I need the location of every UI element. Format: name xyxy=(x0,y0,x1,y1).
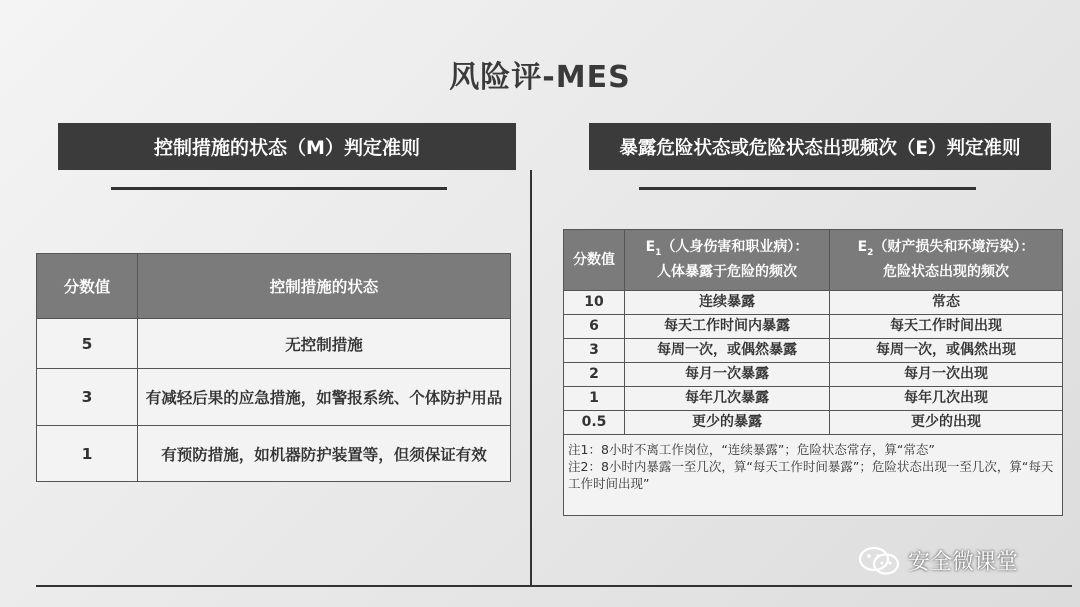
watermark-text: 安全微课堂 xyxy=(908,550,1019,575)
score-cell: 0.5 xyxy=(564,411,625,435)
column-header-score: 分数值 xyxy=(564,230,625,291)
e1-cell: 连续暴露 xyxy=(625,291,830,315)
e2-subscript: 2 xyxy=(867,247,874,258)
note-1: 注1：8小时不离工作岗位，“连续暴露”；危险状态常存，算“常态” xyxy=(568,442,935,457)
column-header-e1 xyxy=(625,230,830,291)
notes-cell xyxy=(564,435,1063,516)
state-cell: 无控制措施 xyxy=(138,319,511,369)
e1-cell: 每月一次暴露 xyxy=(625,363,830,387)
e1-line2: 人体暴露于危险的频次 xyxy=(657,263,797,280)
column-header-state: 控制措施的状态 xyxy=(138,254,511,319)
vertical-divider xyxy=(530,170,532,586)
e2-cell: 每天工作时间出现 xyxy=(830,315,1063,339)
table-row xyxy=(564,339,1063,363)
state-cell: 有预防措施，如机器防护装置等，但须保证有效 xyxy=(138,426,511,482)
column-header-score: 分数值 xyxy=(37,254,138,319)
column-header-e2 xyxy=(830,230,1063,291)
e2-cell: 每月一次出现 xyxy=(830,363,1063,387)
table-row xyxy=(564,387,1063,411)
score-cell: 1 xyxy=(37,426,138,482)
m-criteria-header: 控制措施的状态（M）判定准则 xyxy=(58,123,516,170)
score-cell: 3 xyxy=(564,339,625,363)
table-row xyxy=(564,363,1063,387)
score-cell: 10 xyxy=(564,291,625,315)
m-criteria-table xyxy=(36,253,511,482)
e2-cell: 每年几次出现 xyxy=(830,387,1063,411)
e1-line1: （人身伤害和职业病）： xyxy=(661,239,809,256)
e2-letter: E xyxy=(857,239,868,256)
score-cell: 1 xyxy=(564,387,625,411)
e1-cell: 每年几次暴露 xyxy=(625,387,830,411)
e2-line1: （财产损失和环境污染）： xyxy=(873,239,1035,256)
table-row xyxy=(564,411,1063,435)
left-underline xyxy=(111,187,447,190)
note-2: 注2：8小时内暴露一至几次，算“每天工作时间暴露”；危险状态出现一至几次，算“每天工作时间出现” xyxy=(568,459,1054,491)
e1-cell: 更少的暴露 xyxy=(625,411,830,435)
score-cell: 6 xyxy=(564,315,625,339)
state-cell: 有减轻后果的应急措施，如警报系统、个体防护用品 xyxy=(138,369,511,426)
e1-cell: 每天工作时间内暴露 xyxy=(625,315,830,339)
table-row xyxy=(564,291,1063,315)
e1-cell: 每周一次，或偶然暴露 xyxy=(625,339,830,363)
table-row xyxy=(37,369,511,426)
table-header-row xyxy=(37,254,511,319)
score-cell: 5 xyxy=(37,319,138,369)
e2-cell: 常态 xyxy=(830,291,1063,315)
table-row xyxy=(37,426,511,482)
notes-row xyxy=(564,435,1063,516)
score-cell: 2 xyxy=(564,363,625,387)
wechat-icon xyxy=(858,546,902,576)
e2-cell: 每周一次，或偶然出现 xyxy=(830,339,1063,363)
page-title: 风险评-MES xyxy=(449,60,631,95)
e1-letter: E xyxy=(645,239,656,256)
score-cell: 3 xyxy=(37,369,138,426)
e-criteria-header: 暴露危险状态或危险状态出现频次（E）判定准则 xyxy=(589,123,1051,170)
e2-line2: 危险状态出现的频次 xyxy=(883,263,1009,280)
table-row xyxy=(37,319,511,369)
e2-cell: 更少的出现 xyxy=(830,411,1063,435)
e1-subscript: 1 xyxy=(655,247,662,258)
table-header-row xyxy=(564,230,1063,291)
watermark xyxy=(858,545,1018,576)
right-underline xyxy=(639,187,976,190)
table-row xyxy=(564,315,1063,339)
e-criteria-table xyxy=(563,229,1063,516)
bottom-divider xyxy=(36,585,1072,587)
